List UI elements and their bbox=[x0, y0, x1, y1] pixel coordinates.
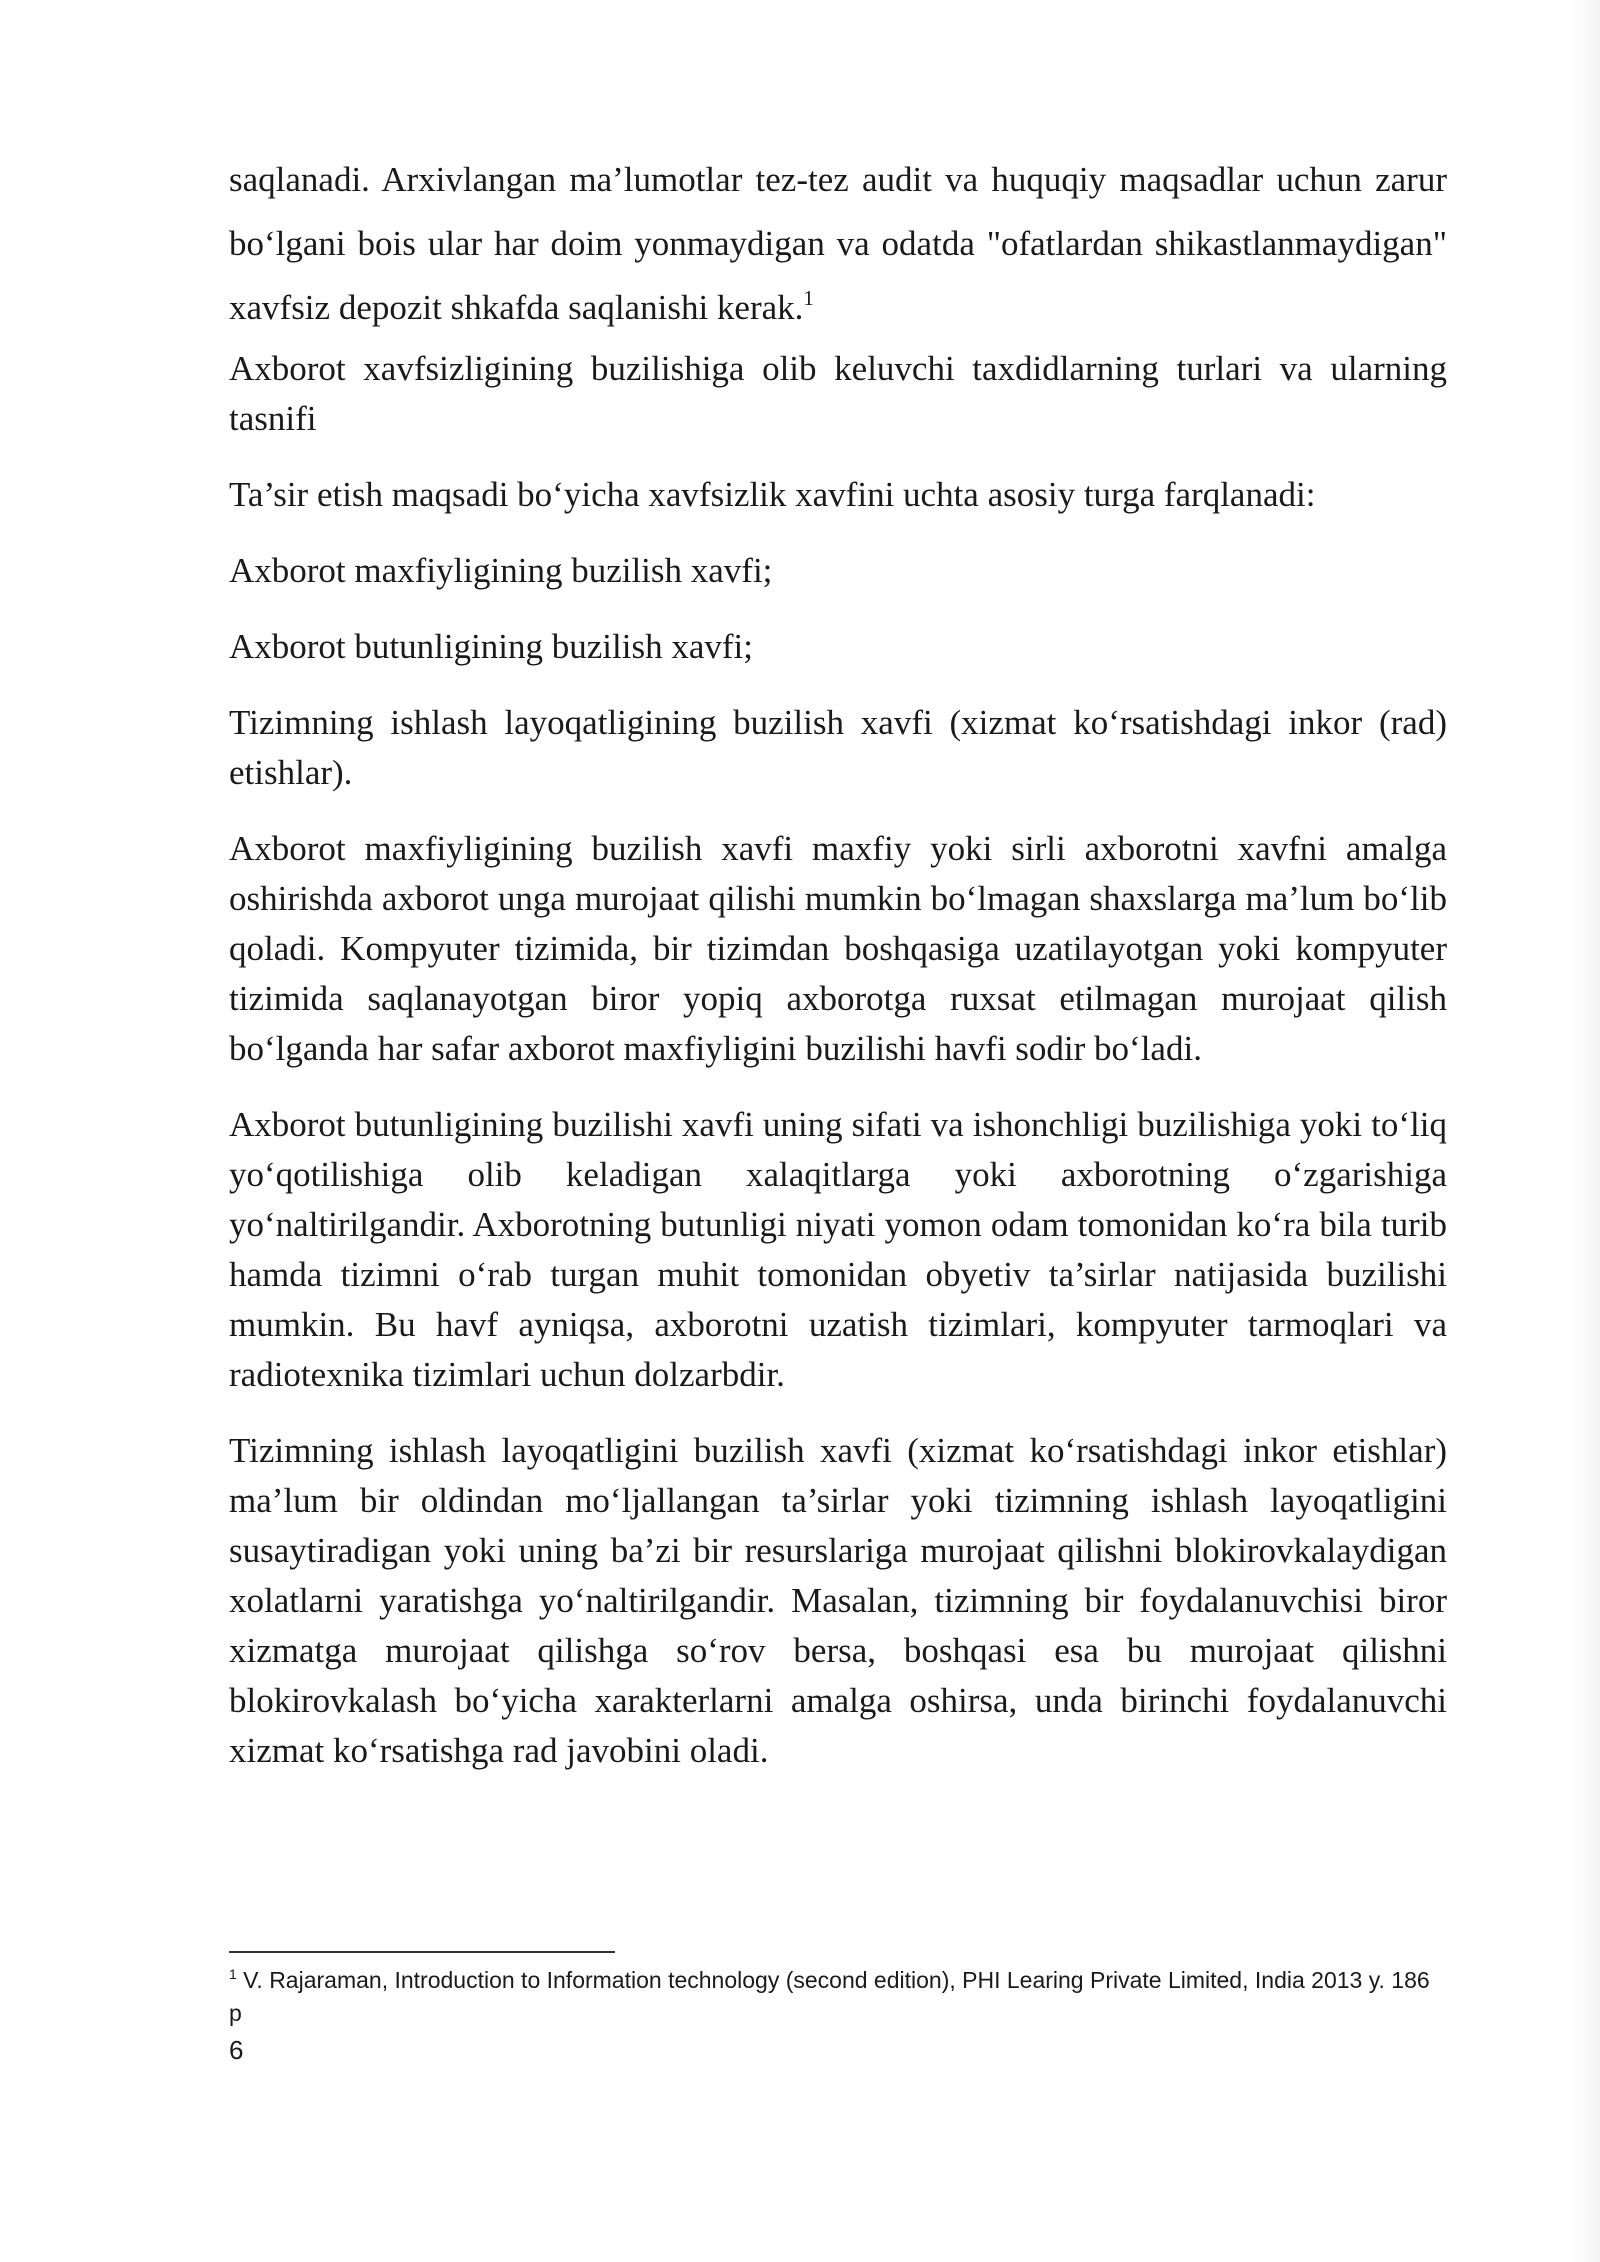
paragraph-archive-storage: saqlanadi. Arxivlangan ma’lumotlar tez-tez audit va huquqiy maqsadlar uchun zarur bo‘lgani bois ular har doim yonmaydigan va odatda "ofatlardan shikastlanmaydigan" xavfsiz depozit shkafda saqlanishi kerak.$^1$ bbox=[229, 160, 1447, 327]
page-number: 6 bbox=[229, 2035, 244, 2065]
paragraph-threat-types-intro: Ta’sir etish maqsadi bo‘yicha xavfsizlik xavfini uchta asosiy turga farqlanadi: bbox=[229, 475, 1316, 514]
footnote-reference: 1 bbox=[803, 286, 814, 310]
section-heading: Axborot xavfsizligining buzilishiga olib keluvchi taxdidlarning turlari va ularning tasnifi bbox=[229, 349, 1447, 438]
footnote bbox=[229, 1964, 1447, 2030]
body-text bbox=[229, 148, 1447, 1776]
paragraph-confidentiality: Axborot maxfiyligining buzilish xavfi maxfiy yoki sirli axborotni xavfni amalga oshirishda axborot unga murojaat qilishi mumkin bo‘lmagan shaxslarga ma’lum bo‘lib qoladi. Kompyuter tizimida, bir tizimdan boshqasiga uzatilayotgan yoki kompyuter tizimida saqlanayotgan biror yopiq axborotga ruxsat etilmagan murojaat qilish bo‘lganda har safar axborot maxfiyligini buzilishi havfi sodir bo‘ladi. bbox=[229, 829, 1447, 1068]
list-item-availability: Tizimning ishlash layoqatligining buzilish xavfi (xizmat ko‘rsatishdagi inkor (rad) etishlar). bbox=[229, 703, 1447, 792]
paragraph-availability: Tizimning ishlash layoqatligini buzilish xavfi (xizmat ko‘rsatishdagi inkor etishlar) ma’lum bir oldindan mo‘ljallangan ta’sirlar yoki tizimning ishlash layoqatligini susaytiradigan yoki uning ba’zi bir resurslariga murojaat qilishni blokirovkalaydigan xolatlarni yaratishga yo‘naltirilgandir. Masalan, tizimning bir foydalanuvchisi biror xizmatga murojaat qilishga so‘rov bersa, boshqasi esa bu murojaat qilishni blokirovkalash bo‘yicha xarakterlarni amalga oshirsa, unda birinchi foydalanuvchi xizmat ko‘rsatishga rad javobini oladi. bbox=[229, 1431, 1447, 1770]
page-edge-shadow bbox=[1570, 0, 1600, 2262]
footnote-separator bbox=[229, 1951, 615, 1953]
list-item-confidentiality: Axborot maxfiyligining buzilish xavfi; bbox=[229, 551, 773, 590]
footnote-text: V. Rajaraman, Introduction to Information technology (second edition), PHI Learing Private Limited, India 2013 y. 186 p bbox=[229, 1967, 1430, 2026]
paragraph-integrity: Axborot butunligining buzilishi xavfi uning sifati va ishonchligi buzilishiga yoki to‘liq yo‘qotilishiga olib keladigan xalaqitlarga yoki axborotning o‘zgarishiga yo‘naltirilgandir. Axborotning butunligi niyati yomon odam tomonidan ko‘ra bila turib hamda tizimni o‘rab turgan muhit tomonidan obyetiv ta’sirlar natijasida buzilishi mumkin. Bu havf ayniqsa, axborotni uzatish tizimlari, kompyuter tarmoqlari va radiotexnika tizimlari uchun dolzarbdir. bbox=[229, 1105, 1447, 1394]
list-item-integrity: Axborot butunligining buzilish xavfi; bbox=[229, 627, 753, 666]
footnote-marker: 1 bbox=[229, 1966, 237, 1982]
